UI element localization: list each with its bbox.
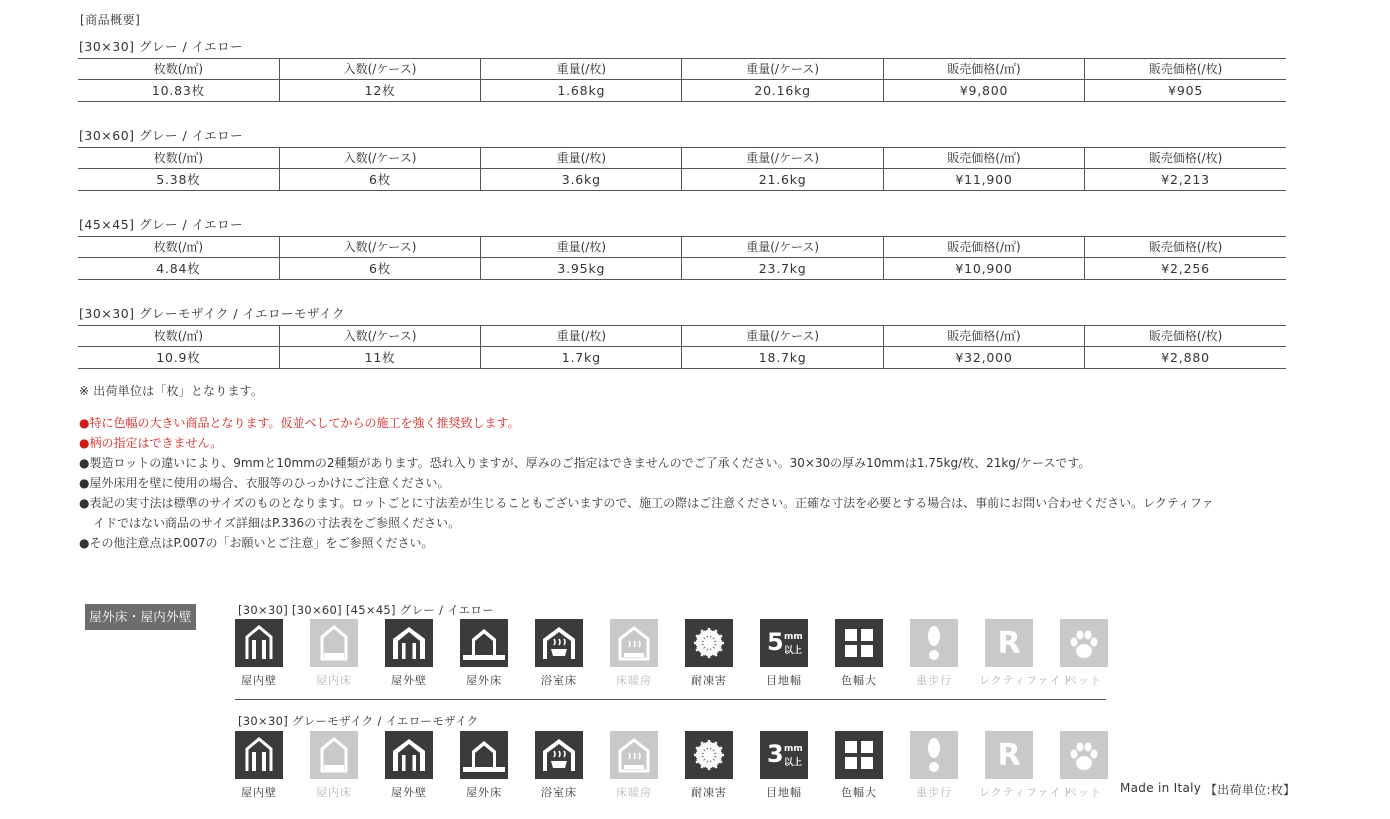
table-cell: 1.7kg [481, 347, 682, 369]
indoor-wall-icon [235, 731, 283, 779]
usage-icon-item [460, 619, 508, 688]
rectified-icon [985, 731, 1033, 779]
table-cell: ¥2,256 [1085, 258, 1286, 280]
column-header: 重量(/枚) [481, 326, 682, 347]
usage-icon-item [235, 619, 283, 688]
indoor-floor-icon [310, 619, 358, 667]
mm-above: 以上 [784, 646, 803, 656]
table-cell: ¥10,900 [883, 258, 1084, 280]
column-header: 重量(/枚) [481, 237, 682, 258]
table-cell: 1.68kg [481, 80, 682, 102]
mm-unit: mm [784, 632, 803, 642]
column-header: 販売価格(/枚) [1085, 148, 1286, 169]
icon-row-label-1: [30×30] [30×60] [45×45] グレー / イエロー [238, 603, 495, 617]
usage-icon-item [385, 731, 433, 800]
table-cell: 12枚 [279, 80, 480, 102]
pet-icon [1060, 731, 1108, 779]
table-cell: ¥2,880 [1085, 347, 1286, 369]
spec-table [78, 236, 1286, 280]
icon-row-label-2: [30×30] グレーモザイク / イエローモザイク [238, 714, 479, 728]
column-header: 重量(/ケース) [682, 59, 883, 80]
column-header: 入数(/ケース) [279, 148, 480, 169]
shipping-unit-label: 【出荷単位:枚】 [1205, 783, 1296, 797]
usage-icon-label: 屋外床 [466, 674, 502, 687]
floor-heating-icon [610, 731, 658, 779]
usage-icon-item [685, 731, 733, 800]
table-cell: ¥32,000 [883, 347, 1084, 369]
product-title: [30×60] グレー / イエロー [79, 128, 244, 143]
usage-icon-item [1060, 731, 1108, 800]
usage-icon-label: レクティファイド [979, 786, 1074, 799]
usage-icon-label: 床暖房 [616, 786, 652, 799]
usage-icon-item [535, 731, 583, 800]
rectified-icon [985, 619, 1033, 667]
table-cell: 20.16kg [682, 80, 883, 102]
column-header: 重量(/枚) [481, 148, 682, 169]
table-cell: ¥11,900 [883, 169, 1084, 191]
column-header: 販売価格(/枚) [1085, 326, 1286, 347]
column-header: 重量(/ケース) [682, 326, 883, 347]
table-cell: 6枚 [279, 258, 480, 280]
product-title: [30×30] グレーモザイク / イエローモザイク [79, 306, 345, 321]
column-header: 販売価格(/㎡) [883, 326, 1084, 347]
product-title: [30×30] グレー / イエロー [79, 39, 244, 54]
floor-heating-icon [610, 619, 658, 667]
table-cell: 6枚 [279, 169, 480, 191]
usage-icon-label: 色幅大 [841, 674, 877, 687]
usage-icon-label: 目地幅 [766, 674, 802, 687]
usage-icon-item [910, 619, 958, 688]
column-header: 重量(/ケース) [682, 237, 883, 258]
usage-icon-item [760, 619, 808, 688]
note-line: ●表記の実寸法は標準のサイズのものとなります。ロットごとに寸法差が生じることもございますので、施工の際はご注意ください。正確な寸法を必要とする場合は、事前にお問い合わせください。レクティファ [79, 496, 1214, 510]
made-in-label: Made in Italy [1120, 781, 1202, 795]
usage-icon-label: 屋内床 [316, 786, 352, 799]
usage-icon-item [685, 619, 733, 688]
usage-icon-label: ペット [1066, 786, 1102, 799]
section-title: [商品概要] [80, 13, 141, 27]
joint-width-value: 3 [767, 740, 784, 768]
usage-icon-item [835, 731, 883, 800]
usage-icon-item [610, 619, 658, 688]
spec-table [78, 147, 1286, 191]
outdoor-floor-icon [460, 619, 508, 667]
column-header: 枚数(/㎡) [78, 237, 279, 258]
usage-icon-item [1060, 619, 1108, 688]
usage-icon-item [979, 619, 1074, 688]
usage-icon-item [310, 619, 358, 688]
mm-above: 以上 [784, 758, 803, 768]
usage-icon-label: 屋内床 [316, 674, 352, 687]
table-cell: 3.6kg [481, 169, 682, 191]
bathroom-floor-icon [535, 731, 583, 779]
usage-icon-label: 重歩行 [916, 674, 952, 687]
usage-icon-item [979, 731, 1074, 800]
usage-icon-label: 浴室床 [541, 786, 577, 799]
joint-width-icon [760, 619, 808, 667]
column-header: 枚数(/㎡) [78, 326, 279, 347]
usage-icon-label: 耐凍害 [691, 786, 727, 799]
table-cell: 4.84枚 [78, 258, 279, 280]
usage-icon-label: 屋外壁 [391, 674, 427, 687]
table-header-row [78, 59, 1286, 80]
outdoor-wall-icon [385, 731, 433, 779]
column-header: 販売価格(/㎡) [883, 237, 1084, 258]
usage-badge: 屋外床・屋内外壁用 [85, 604, 196, 630]
usage-icon-item [910, 731, 958, 800]
usage-icon-label: レクティファイド [979, 674, 1074, 687]
usage-icon-label: 浴室床 [541, 674, 577, 687]
column-header: 重量(/枚) [481, 59, 682, 80]
rectified-letter: R [997, 737, 1021, 773]
table-row [78, 258, 1286, 280]
rectified-letter: R [997, 625, 1021, 661]
outdoor-wall-icon [385, 619, 433, 667]
note-line: ●製造ロットの違いにより、9mmと10mmの2種類があります。恐れ入りますが、厚みのご指定はできませんのでご了承ください。30×30の厚み10mmは1.75kg/枚、21kg/ケースです。 [79, 456, 1091, 470]
frost-resistant-icon [685, 619, 733, 667]
product-title: [45×45] グレー / イエロー [79, 217, 244, 232]
note-line: ●柄の指定はできません。 [79, 436, 223, 450]
column-header: 枚数(/㎡) [78, 59, 279, 80]
table-cell: 18.7kg [682, 347, 883, 369]
frost-resistant-icon [685, 731, 733, 779]
column-header: 重量(/ケース) [682, 148, 883, 169]
note-line: ●特に色幅の大きい商品となります。仮並べしてからの施工を強く推奨致します。 [79, 416, 520, 430]
usage-icon-label: ペット [1066, 674, 1102, 687]
table-cell: 11枚 [279, 347, 480, 369]
usage-icon-label: 色幅大 [841, 786, 877, 799]
heavy-walking-icon [910, 619, 958, 667]
usage-icon-item [235, 731, 283, 800]
column-header: 入数(/ケース) [279, 326, 480, 347]
column-header: 販売価格(/㎡) [883, 148, 1084, 169]
product-block [78, 303, 1286, 369]
usage-icon-item [310, 731, 358, 800]
color-variation-icon [835, 731, 883, 779]
mm-unit: mm [784, 744, 803, 754]
column-header: 入数(/ケース) [279, 59, 480, 80]
color-variation-icon [835, 619, 883, 667]
heavy-walking-icon [910, 731, 958, 779]
table-cell: ¥9,800 [883, 80, 1084, 102]
usage-icon-label: 重歩行 [916, 786, 952, 799]
divider [235, 699, 1106, 700]
bathroom-floor-icon [535, 619, 583, 667]
usage-icon-item [385, 619, 433, 688]
column-header: 枚数(/㎡) [78, 148, 279, 169]
spec-table [78, 58, 1286, 102]
outdoor-floor-icon [460, 731, 508, 779]
table-cell: 3.95kg [481, 258, 682, 280]
usage-icon-label: 床暖房 [616, 674, 652, 687]
usage-icon-item [460, 731, 508, 800]
usage-icon-item [760, 731, 808, 800]
indoor-wall-icon [235, 619, 283, 667]
indoor-floor-icon [310, 731, 358, 779]
table-row [78, 169, 1286, 191]
usage-icon-label: 屋内壁 [241, 674, 277, 687]
product-block [78, 36, 1286, 102]
column-header: 販売価格(/㎡) [883, 59, 1084, 80]
usage-icon-item [535, 619, 583, 688]
column-header: 販売価格(/枚) [1085, 237, 1286, 258]
spec-table [78, 325, 1286, 369]
product-block [78, 125, 1286, 191]
note-line: イドではない商品のサイズ詳細はP.336の寸法表をご参照ください。 [93, 516, 461, 530]
product-block [78, 214, 1286, 280]
table-header-row [78, 148, 1286, 169]
table-cell: 10.83枚 [78, 80, 279, 102]
table-cell: 21.6kg [682, 169, 883, 191]
table-header-row [78, 237, 1286, 258]
usage-icon-label: 耐凍害 [691, 674, 727, 687]
usage-icon-label: 屋内壁 [241, 786, 277, 799]
table-cell: ¥2,213 [1085, 169, 1286, 191]
caution-notes [79, 413, 1299, 553]
joint-width-value: 5 [767, 628, 784, 656]
pet-icon [1060, 619, 1108, 667]
table-cell: 5.38枚 [78, 169, 279, 191]
column-header: 入数(/ケース) [279, 237, 480, 258]
note-line: ●その他注意点はP.007の「お願いとご注意」をご参照ください。 [79, 536, 434, 550]
usage-icon-label: 目地幅 [766, 786, 802, 799]
table-header-row [78, 326, 1286, 347]
joint-width-icon [760, 731, 808, 779]
usage-icon-label: 屋外壁 [391, 786, 427, 799]
shipping-note: ※ 出荷単位は「枚」となります。 [79, 384, 264, 398]
table-row [78, 347, 1286, 369]
usage-icon-item [610, 731, 658, 800]
note-line: ●屋外床用を壁に使用の場合、衣服等のひっかけにご注意ください。 [79, 476, 450, 490]
column-header: 販売価格(/枚) [1085, 59, 1286, 80]
table-cell: 23.7kg [682, 258, 883, 280]
usage-icon-item [835, 619, 883, 688]
table-cell: 10.9枚 [78, 347, 279, 369]
usage-icon-label: 屋外床 [466, 786, 502, 799]
table-cell: ¥905 [1085, 80, 1286, 102]
table-row [78, 80, 1286, 102]
